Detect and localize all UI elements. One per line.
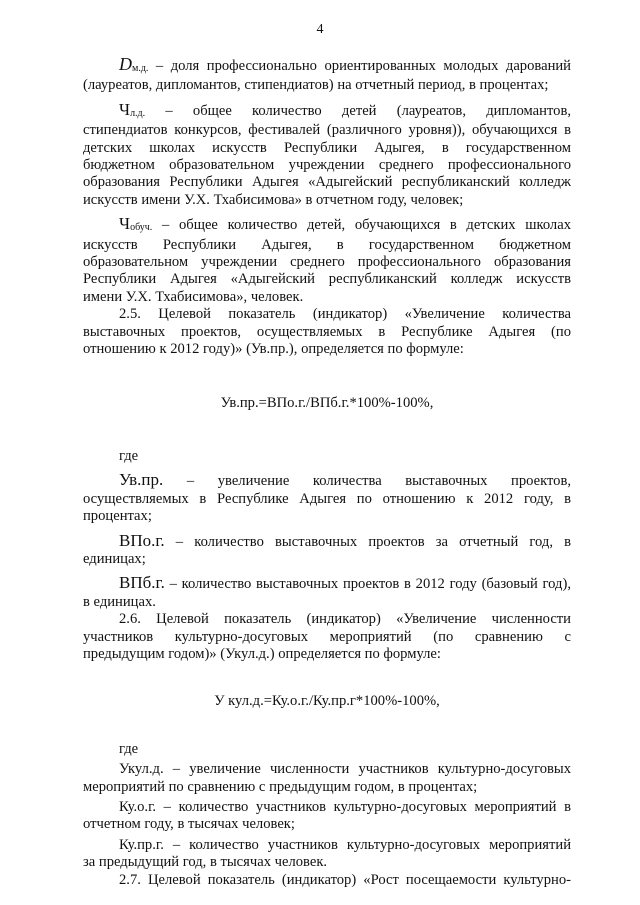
paragraph-line: осуществляемых в Республике Адыгея по отношению к 2012 году, в bbox=[83, 490, 571, 507]
paragraph-line: образования Республики Адыгея «Адыгейский республиканский колледж bbox=[83, 174, 571, 191]
paragraph-line: за предыдущий год, в тысячах человек. bbox=[83, 854, 328, 871]
symbol-vp-og: ВПо.г. bbox=[119, 530, 165, 550]
where-label: где bbox=[119, 447, 139, 464]
paragraph-line: имени У.Х. Тхабисимова», человек. bbox=[83, 288, 304, 305]
paragraph-line: отчетном году, в тысячах человек; bbox=[83, 816, 295, 833]
symbol-d: D bbox=[119, 54, 132, 74]
paragraph-line: искусств Республики Адыгея, в государственном бюджетном bbox=[83, 236, 571, 253]
section-2-5-heading: 2.5. Целевой показатель (индикатор) «Увеличение количества bbox=[119, 306, 571, 323]
paragraph-d-md: Dм.д. – доля профессионально ориентированных молодых дарований bbox=[119, 54, 571, 74]
formula-ukul-d: У кул.д.=Ку.о.г./Ку.пр.г*100%-100%, bbox=[214, 693, 440, 710]
symbol-ch: Ч bbox=[119, 99, 131, 119]
formula-uv-pr: Ув.пр.=ВПо.г./ВПб.г.*100%-100%, bbox=[220, 394, 434, 411]
paragraph-ch-ld: Чл.д. – общее количество детей (лауреатов, дипломантов, bbox=[119, 99, 571, 119]
section-2-6-heading: 2.6. Целевой показатель (индикатор) «Увеличение численности bbox=[119, 611, 571, 628]
paragraph-line: отношению к 2012 году)» (Ув.пр.), определяется по формуле: bbox=[83, 341, 464, 358]
paragraph-ukul-d: Укул.д. – увеличение численности участников культурно-досуговых bbox=[119, 761, 571, 778]
symbol-subscript: л.д. bbox=[130, 107, 146, 119]
paragraph-uv-pr: Ув.пр. – увеличение количества выставочных проектов, bbox=[119, 470, 571, 490]
paragraph-line: искусств имени У.Х. Тхабисимова» в отчетном году, человек; bbox=[83, 191, 464, 208]
paragraph-ku-og: Ку.о.г. – количество участников культурно-досуговых мероприятий в bbox=[119, 799, 571, 815]
paragraph-line: стипендиатов конкурсов, фестивалей (различного уровня)), обучающихся в bbox=[83, 122, 571, 139]
symbol-subscript: обуч. bbox=[130, 222, 153, 234]
paragraph-vp-og: ВПо.г. – количество выставочных проектов за отчетный год, в bbox=[119, 530, 571, 550]
paragraph-ch-obuch: Чобуч. – общее количество детей, обучающихся в детских школах bbox=[119, 214, 571, 234]
paragraph-line: Республики Адыгея «Адыгейский республиканский колледж искусств bbox=[83, 271, 571, 288]
paragraph-line: участников культурно-досуговых мероприятий (по сравнению с bbox=[83, 628, 571, 645]
paragraph-line: (лауреатов, дипломантов, стипендиатов) на отчетный период, в процентах; bbox=[83, 77, 549, 94]
symbol-subscript: м.д. bbox=[132, 63, 149, 74]
symbol-uv-pr: Ув.пр. bbox=[119, 470, 164, 490]
paragraph-line: бюджетном образовательном учреждении среднего профессионального bbox=[83, 157, 571, 174]
paragraph-line: детских школах искусств Республики Адыгея, в государственном bbox=[83, 139, 571, 156]
paragraph-line: в единицах. bbox=[83, 593, 156, 610]
paragraph-line: выставочных проектов, осуществляемых в Республике Адыгея (по bbox=[83, 323, 571, 340]
document-body bbox=[83, 56, 571, 889]
page-number: 4 bbox=[316, 22, 324, 37]
paragraph-line: процентах; bbox=[83, 508, 152, 525]
paragraph-line: единицах; bbox=[83, 550, 146, 567]
paragraph-line: мероприятий по сравнению с предыдущим годом, в процентах; bbox=[83, 778, 478, 795]
section-2-7-heading: 2.7. Целевой показатель (индикатор) «Рост посещаемости культурно- bbox=[119, 871, 571, 888]
paragraph-line: образовательном учреждении среднего профессионального образования bbox=[83, 254, 571, 271]
symbol-vp-bg: ВПб.г. bbox=[119, 573, 165, 593]
paragraph-line: предыдущим годом)» (Укул.д.) определяется по формуле: bbox=[83, 645, 441, 662]
where-label: где bbox=[119, 740, 139, 757]
paragraph-vp-bg: ВПб.г. – количество выставочных проектов в 2012 году (базовый год), bbox=[119, 573, 571, 593]
symbol-ch: Ч bbox=[119, 214, 131, 234]
paragraph-ku-prg: Ку.пр.г. – количество участников культурно-досуговых мероприятий bbox=[119, 836, 571, 853]
